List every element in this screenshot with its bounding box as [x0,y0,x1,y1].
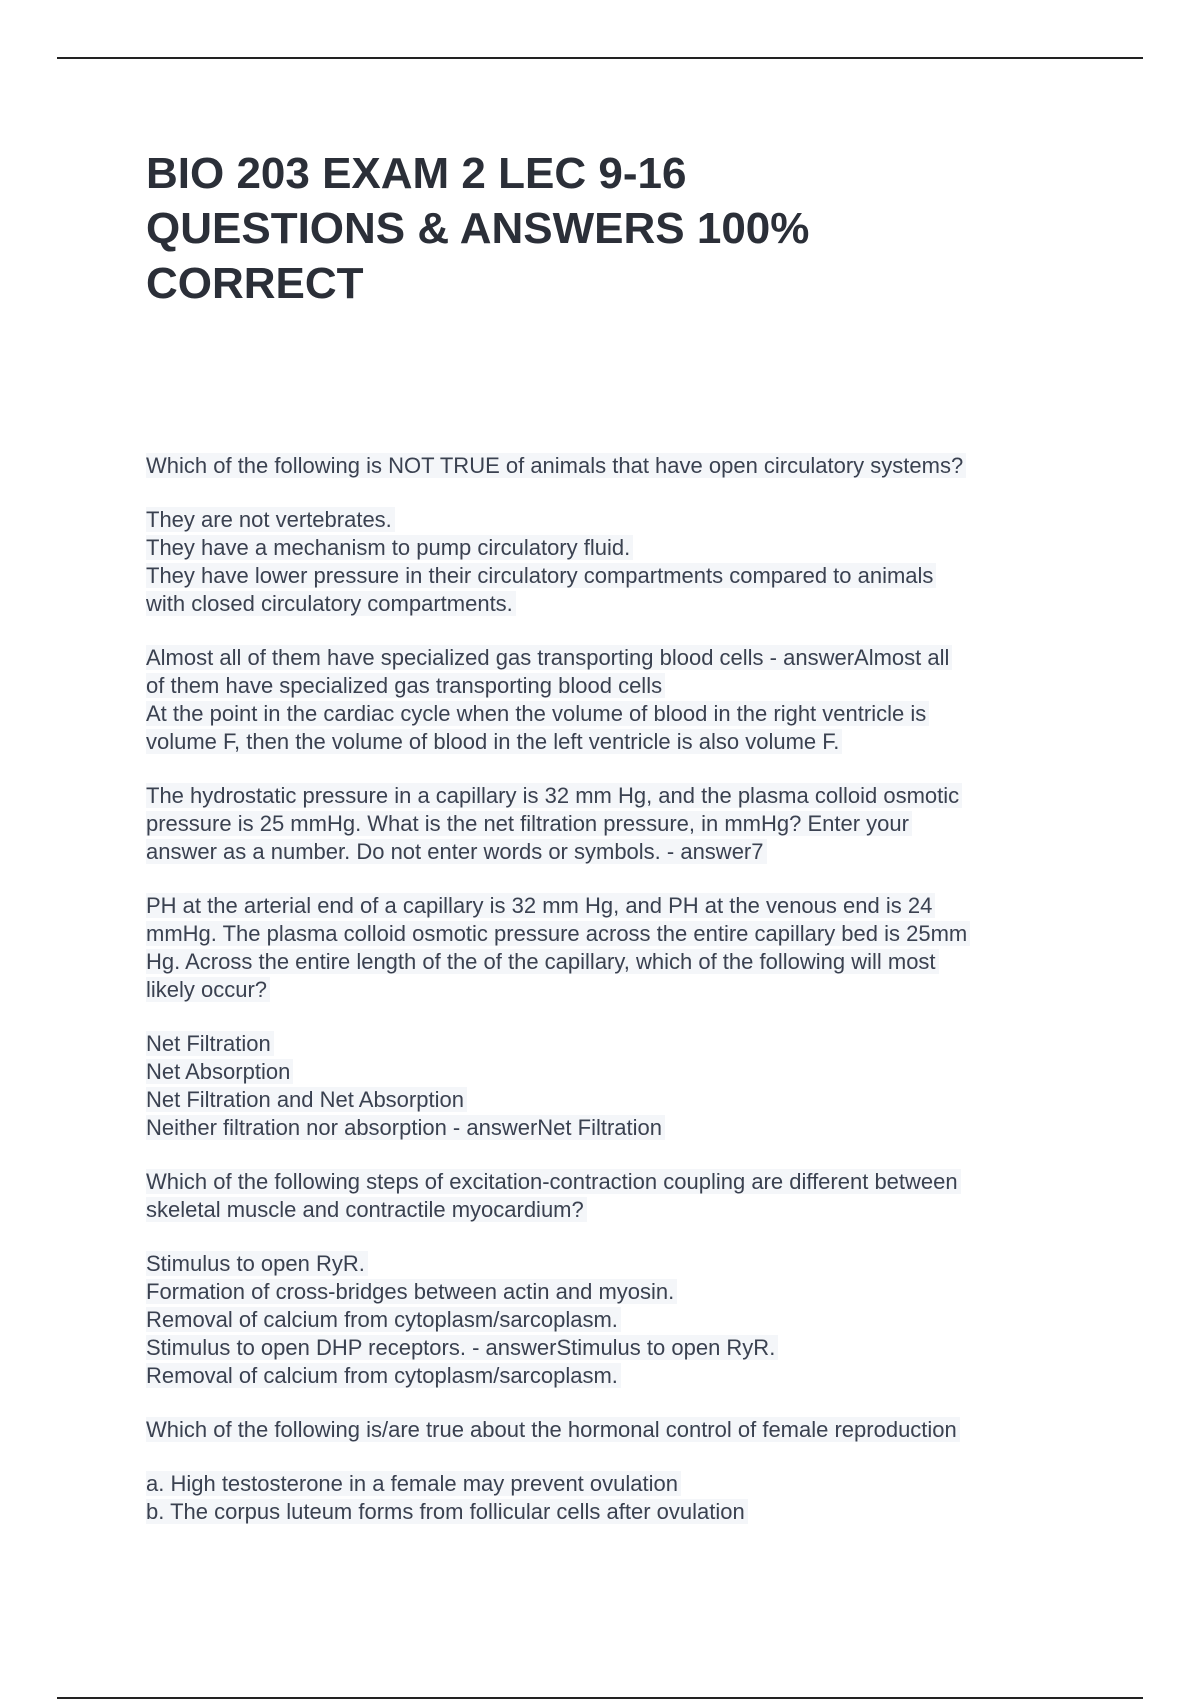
text-line: Stimulus to open DHP receptors. - answerStimulus to open RyR. [146,1334,1076,1362]
text-line: Hg. Across the entire length of the of the capillary, which of the following will most [146,948,1076,976]
text-line: answer as a number. Do not enter words or symbols. - answer7 [146,838,1076,866]
title-line: QUESTIONS & ANSWERS 100% [146,204,810,253]
options-block [146,1030,1076,1142]
text-line: a. High testosterone in a female may prevent ovulation [146,1470,1076,1498]
options-block [146,1470,1076,1526]
answer-block [146,644,1076,756]
text-line: Which of the following steps of excitation-contraction coupling are different between [146,1168,1076,1196]
text-line: They have a mechanism to pump circulatory fluid. [146,534,1076,562]
text-line: They are not vertebrates. [146,506,1076,534]
question-block [146,782,1076,866]
text-line: skeletal muscle and contractile myocardium? [146,1196,1076,1224]
text-line: of them have specialized gas transporting blood cells [146,672,1076,700]
text-line: Which of the following is/are true about the hormonal control of female reproduction [146,1416,1076,1444]
text-line: likely occur? [146,976,1076,1004]
question-block [146,1168,1076,1224]
text-line: Removal of calcium from cytoplasm/sarcoplasm. [146,1362,1076,1390]
text-line: with closed circulatory compartments. [146,590,1076,618]
document-body [146,452,1076,1552]
question-block [146,892,1076,1004]
text-line: Neither filtration nor absorption - answerNet Filtration [146,1114,1076,1142]
text-line: They have lower pressure in their circulatory compartments compared to animals [146,562,1076,590]
text-line: b. The corpus luteum forms from follicular cells after ovulation [146,1498,1076,1526]
options-block [146,1250,1076,1390]
text-line: PH at the arterial end of a capillary is 32 mm Hg, and PH at the venous end is 24 [146,892,1076,920]
text-line: The hydrostatic pressure in a capillary is 32 mm Hg, and the plasma colloid osmotic [146,782,1076,810]
text-line: Removal of calcium from cytoplasm/sarcoplasm. [146,1306,1076,1334]
text-line: Stimulus to open RyR. [146,1250,1076,1278]
bottom-rule [57,1697,1143,1699]
text-line: Which of the following is NOT TRUE of animals that have open circulatory systems? [146,452,1076,480]
question-block [146,452,1076,480]
text-line: mmHg. The plasma colloid osmotic pressure across the entire capillary bed is 25mm [146,920,1076,948]
text-line: Net Filtration and Net Absorption [146,1086,1076,1114]
text-line: Formation of cross-bridges between actin and myosin. [146,1278,1076,1306]
question-block [146,1416,1076,1444]
options-block [146,506,1076,618]
text-line: Almost all of them have specialized gas transporting blood cells - answerAlmost all [146,644,1076,672]
text-line: Net Absorption [146,1058,1076,1086]
text-line: At the point in the cardiac cycle when the volume of blood in the right ventricle is [146,700,1076,728]
text-line: pressure is 25 mmHg. What is the net filtration pressure, in mmHg? Enter your [146,810,1076,838]
title-line: CORRECT [146,259,364,308]
title-line: BIO 203 EXAM 2 LEC 9-16 [146,149,687,198]
text-line: Net Filtration [146,1030,1076,1058]
text-line: volume F, then the volume of blood in the left ventricle is also volume F. [146,728,1076,756]
document-title [146,146,1066,311]
top-rule [57,57,1143,59]
